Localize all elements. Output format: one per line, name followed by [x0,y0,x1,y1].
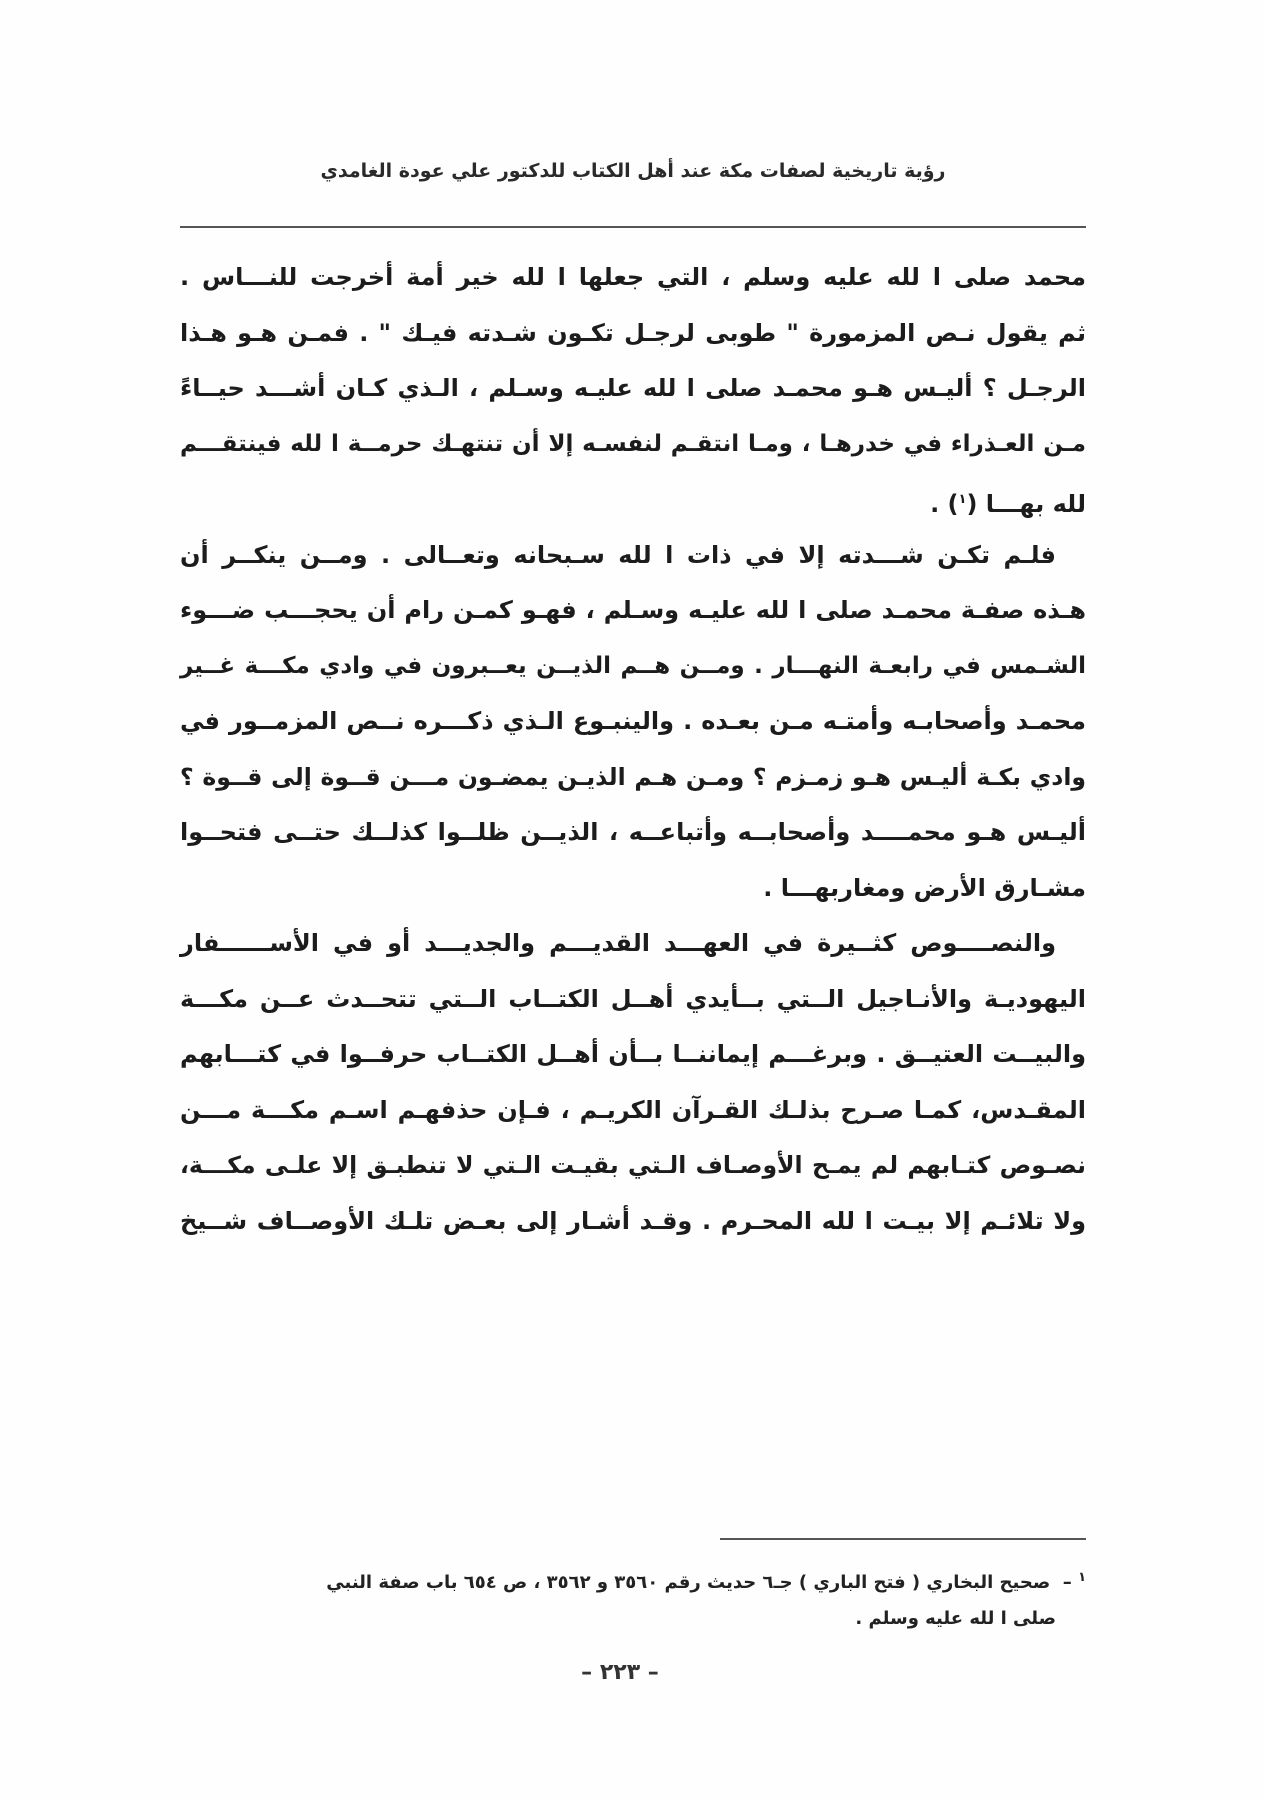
text-line: اليهوديـة والأنـاجيل الــتي بــأيدي أهــل الكتــاب الــتي تتحــدث عــن مكـــة [180,984,1086,1013]
header-divider [180,226,1086,228]
text-fragment: لله بهـــا ( [966,490,1086,518]
text-line: المقـدس، كمـا صـرح بذلـك القـرآن الكريـم ، فـإن حذفهـم اسـم مكـــة مـــن [180,1095,1086,1124]
text-line: أليـس هـو محمــــد وأصحابــه وأتباعــه ، الذيــن ظلــوا كذلــك حتــى فتحــوا [180,818,1086,846]
text-fragment: ) . [930,490,959,518]
footnote-dash: – [1062,1572,1072,1593]
text-line: ثم يقول نـص المزمورة " طوبى لرجـل تكـون شـدته فيـك " . فمـن هـو هـذا [180,318,1086,347]
text-line: والنصــــوص كثــيرة في العهـــد القديـــم والجديـــد أو في الأســــــفار [180,929,1056,957]
footnote-line: صلى ا لله عليه وسلم . [855,1608,1056,1629]
footnote-reference[interactable]: ١ [958,492,967,507]
body-text [180,250,1086,1249]
footnote-marker: ١ [1078,1570,1086,1585]
running-header: رؤية تاريخية لصفات مكة عند أهل الكتاب للدكتور علي عودة الغامدي [320,160,946,182]
text-line: فلـم تكـن شـــدته إلا في ذات ا لله سـبحانه وتعــالى . ومــن ينكــر أن [180,540,1056,569]
text-line: هـذه صفـة محمـد صلى ا لله عليـه وسـلم ، فهـو كمـن رام أن يحجـــب ضـــوء [180,596,1086,624]
footnote-line [180,1560,1086,1601]
text-line: محمـد وأصحابـه وأمتـه مـن بعـده . والينبـوع الـذي ذكـــره نــص المزمــور في [180,707,1086,735]
text-line: ولا تلائـم إلا بيـت ا لله المحـرم . وقـد أشـار إلى بعـض تلـك الأوصــاف شــيخ [180,1206,1086,1235]
text-line: محمد صلى ا لله عليه وسلم ، التي جعلها ا لله خير أمة أخرجت للنـــاس . [180,263,1086,291]
page-number: – ٢٢٣ – [581,1660,659,1685]
footnote-text: صحيح البخاري ( فتح الباري ) جـ٦ حديث رقم ٣٥٦٠ و ٣٥٦٢ ، ص ٦٥٤ باب صفة النبي [326,1572,1051,1593]
text-line: نصـوص كتـابهم لم يمـح الأوصـاف الـتي بقيـت الـتي لا تنطبـق إلا علـى مكـــة، [180,1151,1086,1179]
text-line: وادي بكـة أليـس هـو زمـزم ؟ ومـن هـم الذيـن يمضـون مـــن قــوة إلى قــوة ؟ [180,762,1086,791]
text-line: والبيــت العتيــق . وبرغـــم إيماننــا بــأن أهــل الكتــاب حرفــوا في كتـــابهم [180,1040,1086,1068]
footnote [180,1560,1086,1637]
text-line: مـن العـذراء في خدرهـا ، ومـا انتقـم لنفسـه إلا أن تنتهـك حرمــة ا لله فينتقـــم [180,430,1086,457]
text-line-with-footnote [180,472,1086,528]
footnote-divider [720,1538,1086,1540]
text-line: الرجـل ؟ أليـس هـو محمـد صلى ا لله عليـه وسـلم ، الـذي كـان أشـــد حيــاءً [180,374,1086,402]
text-line: الشـمس في رابعـة النهـــار . ومــن هــم الذيــن يعــبرون في وادي مكـــة غــير [180,652,1086,679]
text-line: مشـارق الأرض ومغاربهـــا . [763,873,1086,902]
